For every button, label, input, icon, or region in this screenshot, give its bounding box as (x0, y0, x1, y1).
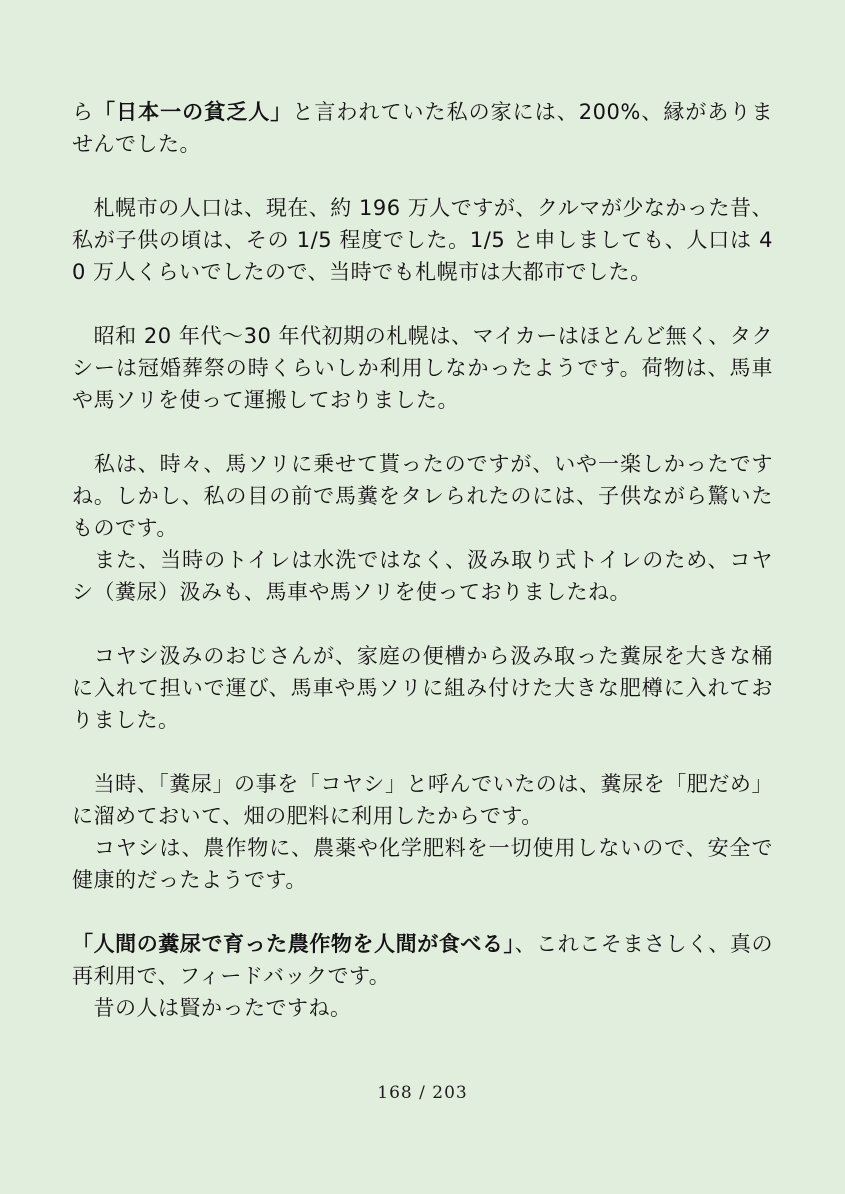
text-run: コヤシ汲みのおじさんが、家庭の便槽から汲み取った糞尿を大きな桶に入れて担いで運び、馬車や馬ソリに組み付けた大きな肥樽に入れておりました。 (72, 644, 773, 732)
paragraph (72, 832, 773, 896)
paragraph (72, 544, 773, 608)
paragraph (72, 192, 773, 288)
text-run: 当時、「糞尿」の事を「コヤシ」と呼んでいたのは、糞尿を「肥だめ」に溜めておいて、畑の肥料に利用したからです。 (72, 772, 773, 828)
text-run: 、これこそまさしく、真の再利用で、フィードバックです。 (72, 932, 773, 988)
paragraph (72, 928, 773, 992)
page-content (72, 96, 773, 1024)
page-number: 168 / 203 (377, 1083, 468, 1103)
text-run: 札幌市の人口は、現在、約 196 万人ですが、クルマが少なかった昔、私が子供の頃は、その 1/5 程度でした。1/5 と申しましても、人口は 40 万人くらいでしたので、当時でも札幌市は大都市でした。 (72, 196, 773, 284)
text-run: また、当時のトイレは水洗ではなく、汲み取り式トイレのため、コヤシ（糞尿）汲みも、馬車や馬ソリを使っておりましたね。 (72, 548, 773, 604)
paragraph (72, 768, 773, 832)
text-run: 昭和 20 年代～30 年代初期の札幌は、マイカーはほとんど無く、タクシーは冠婚葬祭の時くらいしか利用しなかったようです。荷物は、馬車や馬ソリを使って運搬しておりました。 (72, 324, 773, 412)
paragraph (72, 320, 773, 416)
text-run: 昔の人は賢かったですね。 (72, 996, 352, 1020)
text-run: ら (72, 100, 95, 124)
text-run: コヤシは、農作物に、農薬や化学肥料を一切使用しないので、安全で健康的だったようです。 (72, 836, 773, 892)
bold-text-run: 「日本一の貧乏人」 (94, 100, 293, 124)
paragraph (72, 992, 773, 1024)
paragraph (72, 96, 773, 160)
bold-text-run: 「人間の糞尿で育った農作物を人間が食べる」 (72, 932, 515, 956)
text-run: 私は、時々、馬ソリに乗せて貰ったのですが、いや一楽しかったですね。しかし、私の目の前で馬糞をタレられたのには、子供ながら驚いたものです。 (72, 452, 773, 540)
paragraph (72, 448, 773, 544)
paragraph (72, 640, 773, 736)
text-run: と言われていた私の家には、200%、縁がありませんでした。 (72, 100, 774, 156)
